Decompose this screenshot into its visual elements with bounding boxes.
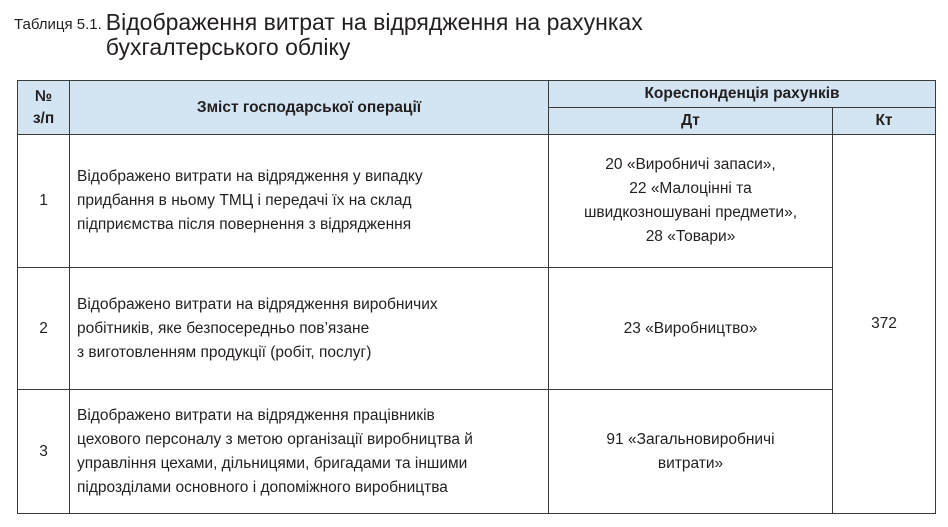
debit-line: 22 «Малоцінні та xyxy=(629,180,752,197)
table-title-line: бухгалтерського обліку xyxy=(105,34,351,60)
table-caption xyxy=(14,10,643,60)
table-row xyxy=(18,135,936,268)
debit-line: 23 «Виробництво» xyxy=(623,319,758,337)
header-correspondence: Кореспонденція рахунків xyxy=(549,81,936,108)
row-debit xyxy=(549,268,833,390)
row-debit xyxy=(549,390,833,514)
description-line: Відображено витрати на відрядження у випадку xyxy=(77,168,423,185)
row-number: 3 xyxy=(18,390,70,514)
debit-line: 91 «Загальновиробничі xyxy=(606,430,775,448)
row-number: 2 xyxy=(18,268,70,390)
credit-value: 372 xyxy=(833,135,936,514)
accounting-table xyxy=(17,80,936,514)
description-line: Відображено витрати на відрядження працівників xyxy=(77,406,435,424)
row-description xyxy=(70,268,549,390)
description-line: придбання в ньому ТМЦ і передачі їх на склад xyxy=(77,192,412,209)
header-number-label: з/п xyxy=(32,109,55,127)
row-description xyxy=(70,135,549,268)
table-row xyxy=(18,268,936,390)
description-line: цехового персоналу з метою організації виробництва й xyxy=(77,430,473,448)
table-title xyxy=(106,10,643,60)
row-description xyxy=(70,390,549,514)
debit-line: швидкозношувані предмети», xyxy=(583,204,798,221)
header-number-symbol: № xyxy=(34,87,53,105)
header-operation-content: Зміст господарської операції xyxy=(70,81,549,135)
table-number: Таблиця 5.1. xyxy=(14,16,102,33)
debit-line: 28 «Товари» xyxy=(645,228,736,245)
description-line: з виготовленням продукції (робіт, послуг) xyxy=(77,343,372,361)
header-debit: Дт xyxy=(549,108,833,135)
description-line: Відображено витрати на відрядження виробничих xyxy=(77,295,438,313)
table-row xyxy=(18,390,936,514)
description-line: управління цехами, дільницями, бригадами та іншими xyxy=(77,454,468,472)
row-number: 1 xyxy=(18,135,70,268)
debit-line: 20 «Виробничі запаси», xyxy=(605,156,776,173)
table-title-line: Відображення витрат на відрядження на рахунках xyxy=(105,9,643,35)
header-credit: Кт xyxy=(833,108,936,135)
header-number xyxy=(18,81,70,135)
description-line: підрозділами основного і допоміжного виробництва xyxy=(77,478,448,496)
description-line: робітників, яке безпосередньо пов’язане xyxy=(77,319,370,337)
debit-line: витрати» xyxy=(657,454,724,472)
row-debit xyxy=(549,135,833,268)
description-line: підприємства після повернення з відрядження xyxy=(77,216,412,233)
